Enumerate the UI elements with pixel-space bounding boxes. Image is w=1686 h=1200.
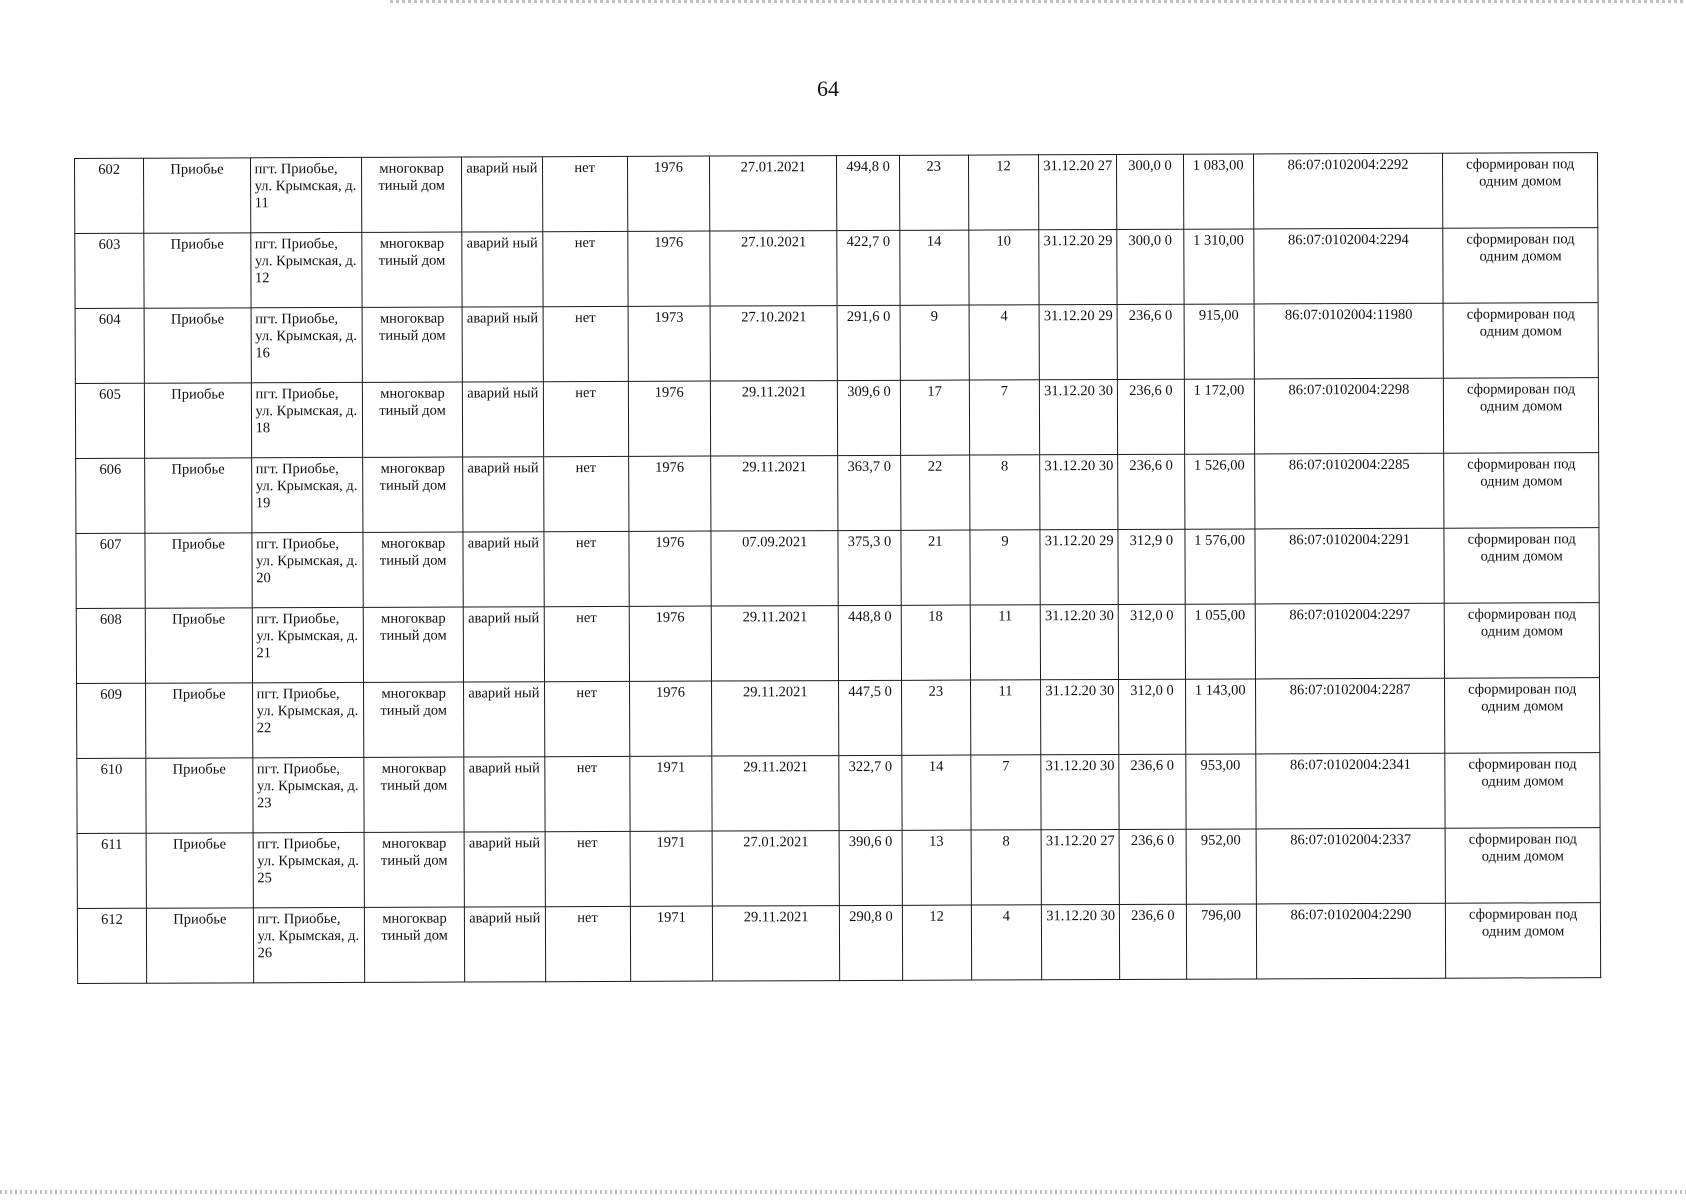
resettlement-deadline-cell: 31.12.20 30 xyxy=(1041,679,1120,754)
land-status-cell: сформирован под одним домом xyxy=(1445,753,1600,829)
condition-cell: аварий ный xyxy=(462,232,543,307)
residents-cell: 17 xyxy=(900,380,970,455)
address-cell: пгт. Приобье, ул. Крымская, д. 21 xyxy=(252,607,364,682)
residents-cell: 14 xyxy=(899,230,969,305)
area-cell: 448,8 0 xyxy=(839,605,901,680)
table-row xyxy=(77,828,1600,909)
year-built-cell: 1976 xyxy=(629,531,712,606)
address-cell: пгт. Приобье, ул. Крымская, д. 23 xyxy=(252,757,364,832)
building-type-cell: многоквар тиный дом xyxy=(363,682,464,757)
housing-register-table xyxy=(74,152,1601,984)
land-status-cell: сформирован под одним домом xyxy=(1445,828,1600,904)
settlement-cell: Приобье xyxy=(144,308,251,383)
land-area-cell: 1 083,00 xyxy=(1183,154,1254,229)
land-status-cell: сформирован под одним домом xyxy=(1444,378,1599,454)
residents-cell: 21 xyxy=(901,530,971,605)
cadastral-number-cell: 86:07:0102004:2298 xyxy=(1254,378,1444,454)
land-area-cell: 953,00 xyxy=(1185,754,1256,829)
area-cell: 322,7 0 xyxy=(839,755,901,830)
row-number-cell: 602 xyxy=(75,158,145,233)
settlement-cell: Приобье xyxy=(146,833,253,908)
year-built-cell: 1976 xyxy=(627,156,710,231)
land-area-cell: 1 055,00 xyxy=(1185,604,1256,679)
area-cell: 422,7 0 xyxy=(837,230,899,305)
land-status-cell: сформирован под одним домом xyxy=(1445,678,1600,754)
recognition-date-cell: 27.10.2021 xyxy=(710,306,838,381)
settlement-cell: Приобье xyxy=(144,158,251,233)
flag-cell: нет xyxy=(543,381,629,456)
table-row xyxy=(76,453,1599,534)
land-area-cell: 1 576,00 xyxy=(1184,529,1255,604)
land-status-cell: сформирован под одним домом xyxy=(1445,603,1600,679)
row-number-cell: 608 xyxy=(76,608,146,683)
address-cell: пгт. Приобье, ул. Крымская, д. 12 xyxy=(250,232,362,307)
residents-cell: 14 xyxy=(901,755,971,830)
flag-cell: нет xyxy=(543,531,629,606)
residents-cell: 18 xyxy=(901,605,971,680)
condition-cell: аварий ный xyxy=(464,682,545,757)
row-number-cell: 603 xyxy=(75,233,145,308)
building-type-cell: многоквар тиный дом xyxy=(363,532,464,607)
table-row xyxy=(77,903,1600,984)
building-type-cell: многоквар тиный дом xyxy=(362,307,463,382)
area-cell: 390,6 0 xyxy=(840,830,902,905)
settlement-cell: Приобье xyxy=(144,233,251,308)
rate-cell: 312,0 0 xyxy=(1119,679,1185,754)
building-type-cell: многоквар тиный дом xyxy=(362,382,463,457)
land-status-cell: сформирован под одним домом xyxy=(1443,303,1598,379)
condition-cell: аварий ный xyxy=(462,157,543,232)
area-cell: 290,8 0 xyxy=(840,905,902,980)
year-built-cell: 1976 xyxy=(629,681,712,756)
condition-cell: аварий ный xyxy=(463,532,544,607)
cadastral-number-cell: 86:07:0102004:2337 xyxy=(1256,828,1446,904)
land-area-cell: 796,00 xyxy=(1186,904,1257,979)
resettlement-deadline-cell: 31.12.20 29 xyxy=(1039,304,1118,379)
recognition-date-cell: 27.01.2021 xyxy=(710,156,838,231)
year-built-cell: 1971 xyxy=(630,756,713,831)
apartments-cell: 4 xyxy=(971,905,1042,980)
recognition-date-cell: 29.11.2021 xyxy=(711,606,839,681)
cadastral-number-cell: 86:07:0102004:2294 xyxy=(1254,228,1444,304)
table-row xyxy=(77,753,1600,834)
rate-cell: 236,6 0 xyxy=(1119,754,1185,829)
page-number: 64 xyxy=(817,76,839,101)
recognition-date-cell: 29.11.2021 xyxy=(712,756,840,831)
recognition-date-cell: 29.11.2021 xyxy=(712,906,840,981)
apartments-cell: 9 xyxy=(970,530,1041,605)
row-number-cell: 610 xyxy=(77,758,147,833)
scan-edge-bottom xyxy=(0,1190,1686,1194)
cadastral-number-cell: 86:07:0102004:2287 xyxy=(1255,678,1445,754)
resettlement-deadline-cell: 31.12.20 27 xyxy=(1039,154,1118,229)
cadastral-number-cell: 86:07:0102004:2291 xyxy=(1255,528,1445,604)
area-cell: 375,3 0 xyxy=(838,530,900,605)
cadastral-number-cell: 86:07:0102004:11980 xyxy=(1254,303,1444,379)
table-row xyxy=(76,528,1599,609)
residents-cell: 13 xyxy=(902,830,972,905)
flag-cell: нет xyxy=(543,456,629,531)
settlement-cell: Приобье xyxy=(145,608,252,683)
cadastral-number-cell: 86:07:0102004:2341 xyxy=(1256,753,1446,829)
row-number-cell: 606 xyxy=(76,458,146,533)
rate-cell: 236,6 0 xyxy=(1118,454,1184,529)
row-number-cell: 609 xyxy=(77,683,147,758)
flag-cell: нет xyxy=(542,231,628,306)
land-status-cell: сформирован под одним домом xyxy=(1444,528,1599,604)
year-built-cell: 1971 xyxy=(630,831,713,906)
flag-cell: нет xyxy=(543,306,629,381)
apartments-cell: 8 xyxy=(971,830,1042,905)
row-number-cell: 612 xyxy=(77,908,147,983)
area-cell: 447,5 0 xyxy=(839,680,901,755)
condition-cell: аварий ный xyxy=(463,457,544,532)
year-built-cell: 1976 xyxy=(628,456,711,531)
table-row xyxy=(75,228,1598,309)
address-cell: пгт. Приобье, ул. Крымская, д. 25 xyxy=(253,832,365,907)
resettlement-deadline-cell: 31.12.20 30 xyxy=(1039,379,1118,454)
rate-cell: 312,0 0 xyxy=(1119,604,1185,679)
recognition-date-cell: 27.10.2021 xyxy=(710,231,838,306)
condition-cell: аварий ный xyxy=(462,307,543,382)
building-type-cell: многоквар тиный дом xyxy=(362,232,463,307)
address-cell: пгт. Приобье, ул. Крымская, д. 16 xyxy=(251,307,363,382)
rate-cell: 236,6 0 xyxy=(1118,379,1184,454)
building-type-cell: многоквар тиный дом xyxy=(364,832,465,907)
condition-cell: аварий ный xyxy=(463,607,544,682)
year-built-cell: 1973 xyxy=(628,306,711,381)
table-row xyxy=(75,153,1598,234)
flag-cell: нет xyxy=(544,606,630,681)
resettlement-deadline-cell: 31.12.20 29 xyxy=(1040,529,1119,604)
flag-cell: нет xyxy=(542,156,628,231)
land-area-cell: 1 310,00 xyxy=(1183,229,1254,304)
resettlement-deadline-cell: 31.12.20 27 xyxy=(1041,829,1120,904)
building-type-cell: многоквар тиный дом xyxy=(364,907,465,982)
resettlement-deadline-cell: 31.12.20 29 xyxy=(1039,229,1118,304)
flag-cell: нет xyxy=(544,681,630,756)
scan-edge-top xyxy=(390,0,1686,3)
row-number-cell: 605 xyxy=(75,383,145,458)
settlement-cell: Приобье xyxy=(146,683,253,758)
area-cell: 291,6 0 xyxy=(838,305,900,380)
settlement-cell: Приобье xyxy=(147,908,254,983)
resettlement-deadline-cell: 31.12.20 30 xyxy=(1041,904,1120,979)
rate-cell: 236,6 0 xyxy=(1120,904,1186,979)
rate-cell: 300,0 0 xyxy=(1117,229,1183,304)
apartments-cell: 10 xyxy=(969,230,1040,305)
land-area-cell: 1 526,00 xyxy=(1184,454,1255,529)
building-type-cell: многоквар тиный дом xyxy=(363,607,464,682)
resettlement-deadline-cell: 31.12.20 30 xyxy=(1040,604,1119,679)
settlement-cell: Приобье xyxy=(145,458,252,533)
residents-cell: 23 xyxy=(901,680,971,755)
recognition-date-cell: 29.11.2021 xyxy=(711,456,839,531)
address-cell: пгт. Приобье, ул. Крымская, д. 26 xyxy=(253,907,365,982)
apartments-cell: 4 xyxy=(969,305,1040,380)
address-cell: пгт. Приобье, ул. Крымская, д. 20 xyxy=(252,532,364,607)
cadastral-number-cell: 86:07:0102004:2290 xyxy=(1256,903,1446,979)
land-area-cell: 952,00 xyxy=(1186,829,1257,904)
table-row xyxy=(76,603,1599,684)
building-type-cell: многоквар тиный дом xyxy=(363,457,464,532)
table-row xyxy=(75,303,1598,384)
land-status-cell: сформирован под одним домом xyxy=(1443,228,1598,304)
resettlement-deadline-cell: 31.12.20 30 xyxy=(1041,754,1120,829)
flag-cell: нет xyxy=(545,831,631,906)
settlement-cell: Приобье xyxy=(146,758,253,833)
flag-cell: нет xyxy=(545,906,631,981)
resettlement-deadline-cell: 31.12.20 30 xyxy=(1040,454,1119,529)
apartments-cell: 7 xyxy=(969,380,1040,455)
cadastral-number-cell: 86:07:0102004:2292 xyxy=(1253,153,1443,229)
rate-cell: 300,0 0 xyxy=(1117,154,1183,229)
area-cell: 363,7 0 xyxy=(838,455,900,530)
year-built-cell: 1976 xyxy=(628,231,711,306)
recognition-date-cell: 07.09.2021 xyxy=(711,531,839,606)
land-status-cell: сформирован под одним домом xyxy=(1444,453,1599,529)
land-area-cell: 915,00 xyxy=(1184,304,1255,379)
rate-cell: 236,6 0 xyxy=(1119,829,1185,904)
building-type-cell: многоквар тиный дом xyxy=(364,757,465,832)
cadastral-number-cell: 86:07:0102004:2285 xyxy=(1254,453,1444,529)
land-status-cell: сформирован под одним домом xyxy=(1443,153,1598,229)
rate-cell: 236,6 0 xyxy=(1117,304,1183,379)
apartments-cell: 11 xyxy=(970,680,1041,755)
apartments-cell: 8 xyxy=(970,455,1041,530)
address-cell: пгт. Приобье, ул. Крымская, д. 22 xyxy=(252,682,364,757)
rate-cell: 312,9 0 xyxy=(1118,529,1184,604)
address-cell: пгт. Приобье, ул. Крымская, д. 18 xyxy=(251,382,363,457)
apartments-cell: 12 xyxy=(968,155,1039,230)
building-type-cell: многоквар тиный дом xyxy=(361,157,462,232)
apartments-cell: 7 xyxy=(971,755,1042,830)
condition-cell: аварий ный xyxy=(464,757,545,832)
settlement-cell: Приобье xyxy=(145,383,252,458)
condition-cell: аварий ный xyxy=(463,382,544,457)
settlement-cell: Приобье xyxy=(145,533,252,608)
table-row xyxy=(77,678,1600,759)
address-cell: пгт. Приобье, ул. Крымская, д. 11 xyxy=(250,157,362,232)
land-area-cell: 1 143,00 xyxy=(1185,679,1256,754)
cadastral-number-cell: 86:07:0102004:2297 xyxy=(1255,603,1445,679)
row-number-cell: 604 xyxy=(75,308,145,383)
year-built-cell: 1971 xyxy=(630,906,713,981)
year-built-cell: 1976 xyxy=(629,606,712,681)
flag-cell: нет xyxy=(544,756,630,831)
row-number-cell: 611 xyxy=(77,833,147,908)
area-cell: 494,8 0 xyxy=(837,155,899,230)
residents-cell: 9 xyxy=(900,305,970,380)
area-cell: 309,6 0 xyxy=(838,380,900,455)
residents-cell: 23 xyxy=(899,155,969,230)
recognition-date-cell: 27.01.2021 xyxy=(712,831,840,906)
residents-cell: 22 xyxy=(900,455,970,530)
apartments-cell: 11 xyxy=(970,605,1041,680)
recognition-date-cell: 29.11.2021 xyxy=(710,381,838,456)
land-area-cell: 1 172,00 xyxy=(1184,379,1255,454)
address-cell: пгт. Приобье, ул. Крымская, д. 19 xyxy=(251,457,363,532)
table-row xyxy=(75,378,1598,459)
residents-cell: 12 xyxy=(902,905,972,980)
recognition-date-cell: 29.11.2021 xyxy=(712,681,840,756)
row-number-cell: 607 xyxy=(76,533,146,608)
condition-cell: аварий ный xyxy=(465,907,546,982)
year-built-cell: 1976 xyxy=(628,381,711,456)
table-body xyxy=(75,153,1601,984)
land-status-cell: сформирован под одним домом xyxy=(1446,903,1601,979)
condition-cell: аварий ный xyxy=(464,832,545,907)
